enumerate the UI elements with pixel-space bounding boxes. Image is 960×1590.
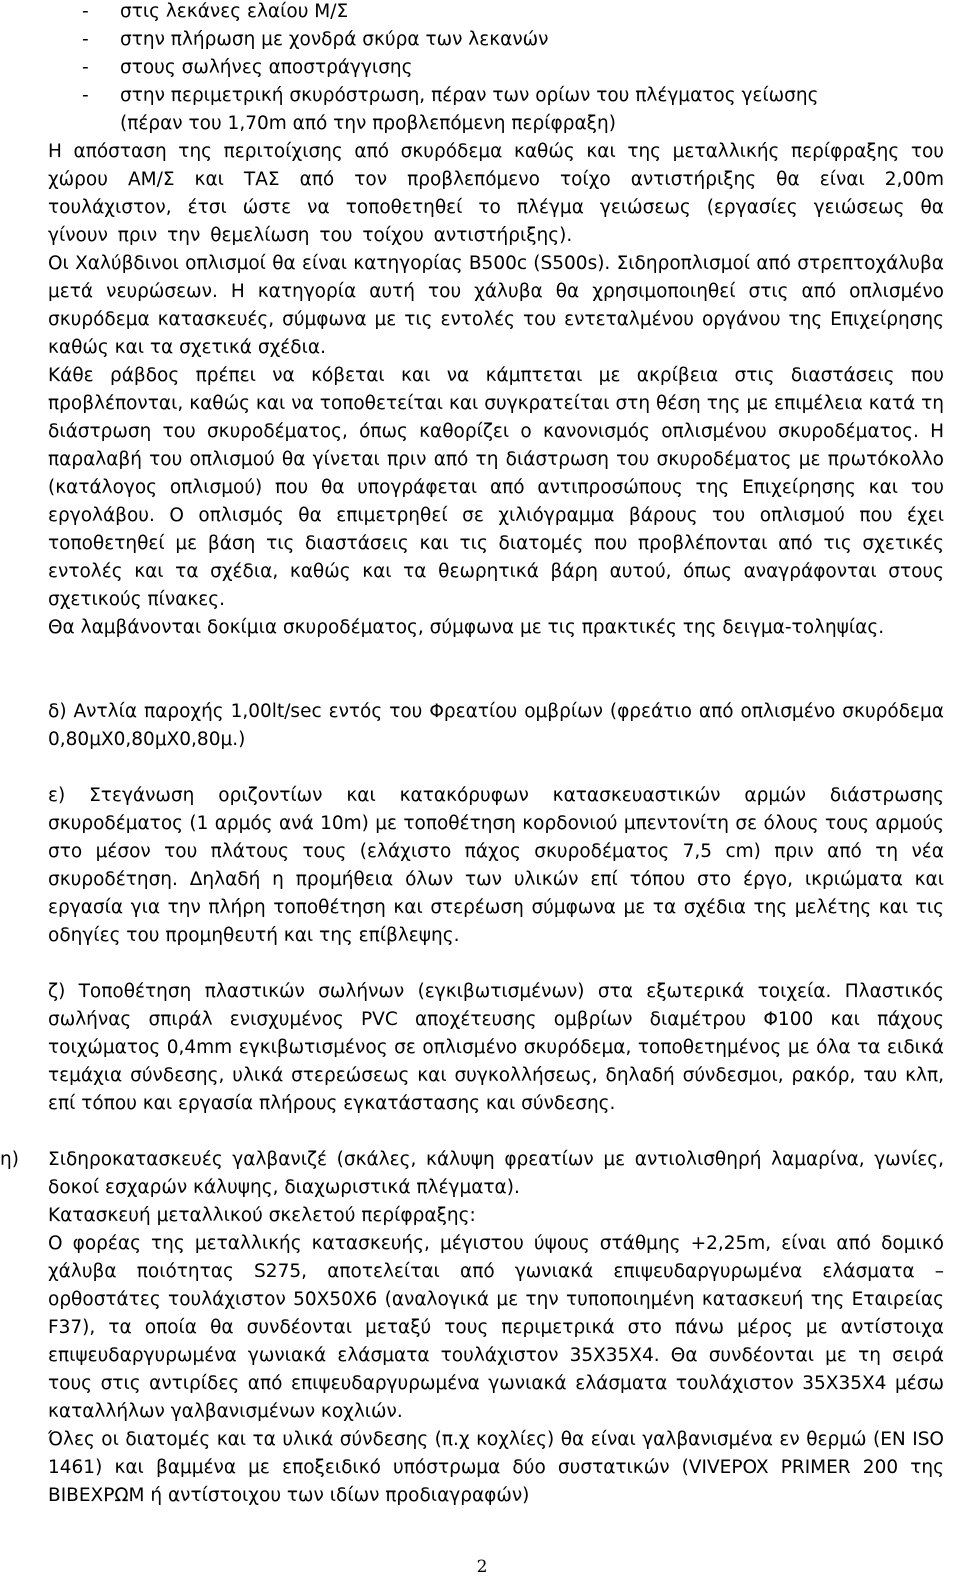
paragraph-samples: Θα λαμβάνονται δοκίμια σκυροδέματος, σύμφωνα με τις πρακτικές της δειγμα-τοληψίας. <box>48 617 885 638</box>
bullet-text: στην περιμετρική σκυρόστρωση, πέραν των ορίων του πλέγματος γείωσης <box>120 85 819 106</box>
item-d: δ) Αντλία παροχής 1,00lt/sec εντός του Φρεατίου ομβρίων (φρεάτιο από οπλισμένο σκυρόδεμα 0,80μΧ0,80μΧ0,80μ.) <box>48 701 944 750</box>
paragraph-steel-placement: Κάθε ράβδος πρέπει να κόβεται και να κάμπτεται με ακρίβεια στις διαστάσεις που προβλέπονται, καθώς και να τοποθετείται και συγκρατείται στη θέση της με επιμέλεια κατά τη διάστρωση του σκυροδέματος, όπως καθορίζει ο κανονισμός οπλισμένου σκυροδέματος. Η παραλαβή του οπλισμού θα γίνεται πριν από τη διάστρωση του σκυροδέματος με πρωτόκολλο (κατάλογος οπλισμού) που θα υπογράφεται από αντιπροσώπους της Επιχείρησης και του εργολάβου. Ο οπλισμός θα επιμετρηθεί σε χιλιόγραμμα βάρους του οπλισμού που έχει τοποθετηθεί με βάση τις διαστάσεις και τις διατομές που προβλέπονται από τις σχετικές εντολές και τα σχέδια, καθώς και τα θεωρητικά βάρη αυτού, όπως αναγράφονται στους σχετικούς πίνακες. <box>48 365 944 610</box>
bullet-dash: - <box>82 1 89 22</box>
bullet-text: στην πλήρωση με χονδρά σκύρα των λεκανών <box>120 29 549 50</box>
bullet-dash: - <box>82 85 89 106</box>
item-eta: Σιδηροκατασκευές γαλβανιζέ (σκάλες, κάλυψη φρεατίων με αντιολισθηρή λαμαρίνα, γωνίες, δοκοί εσχαρών κάλυψης, διαχωριστικά πλέγματα). <box>48 1149 944 1198</box>
paragraph-distance: Η απόσταση της περιτοίχισης από σκυρόδεμα καθώς και της μεταλλικής περίφραξης του χώρου ΑΜ/Σ και ΤΑΣ από τον προβλεπόμενο τοίχο αντιστήριξης θα είναι 2,00m τουλάχιστον, έτσι ώστε να τοποθετηθεί το πλέγμα γειώσεως (εργασίες γειώσεως θα γίνουν πριν την θεμελίωση του τοίχου αντιστήριξης). <box>48 141 944 246</box>
galvanization-paragraph: Όλες οι διατομές και τα υλικά σύνδεσης (π.χ κοχλίες) θα είναι γαλβανισμένα εν θερμώ (EN ISO 1461) και βαμμένα με εποξειδικό υπόστρωμα δύο συστατικών (VIVEPOX PRIMER 200 της ΒΙΒΕΧΡΩΜ ή αντίστοιχου των ιδίων προδιαγραφών) <box>48 1429 944 1506</box>
paragraph-steel-class: Οι Χαλύβδινοι οπλισμοί θα είναι κατηγορίας B500c (S500s). Σιδηροπλισμοί από στρεπτοχάλυβα μετά νευρώσεων. Η κατηγορία αυτή του χάλυβα θα χρησιμοποιηθεί στις από οπλισμένο σκυρόδεμα κατασκευές, σύμφωνα με τις εντολές του εντεταλμένου οργάνου της Επιχείρησης καθώς και τα σχετικά σχέδια. <box>48 253 944 358</box>
bullet-text: στους σωλήνες αποστράγγισης <box>120 57 413 78</box>
bullet-dash: - <box>82 29 89 50</box>
item-eta-marker: η) <box>0 1149 19 1170</box>
fence-heading: Κατασκευή μεταλλικού σκελετού περίφραξης: <box>48 1205 476 1226</box>
bullet-text: στις λεκάνες ελαίου Μ/Σ <box>120 1 349 22</box>
item-z: ζ) Τοποθέτηση πλαστικών σωλήνων (εγκιβωτισμένων) στα εξωτερικά τοιχεία. Πλαστικός σωλήνας σπιράλ ενισχυμένος PVC αποχέτευσης ομβρίων διαμέτρου Φ100 και πάχους τοιχώματος 0,4mm εγκιβωτισμένος σε οπλισμένο σκυρόδεμα, τοποθετημένος με όλα τα ειδικά τεμάχια σύνδεσης, υλικά στερεώσεως και συγκολλήσεως, δηλαδή σύνδεσμοι, ρακόρ, ταυ κλπ, επί τόπου και εργασία πλήρους εγκατάστασης και σύνδεσης. <box>48 981 944 1114</box>
item-e: ε) Στεγάνωση οριζοντίων και κατακόρυφων κατασκευαστικών αρμών διάστρωσης σκυροδέματος (1 αρμός ανά 10m) με τοποθέτηση κορδονιού μπεντονίτη σε όλους τους αρμούς στο μέσον του πλάτους τους (ελάχιστο πάχος σκυροδέματος 7,5 cm) πριν από τη νέα σκυροδέτηση. Δηλαδή η προμήθεια όλων των υλικών επί τόπου στο έργο, ικριώματα και εργασία για την πλήρη τοποθέτηση και στερέωση σύμφωνα με τα σχέδια της μελέτης και τις οδηγίες του προμηθευτή και της επίβλεψης. <box>48 785 944 946</box>
fence-paragraph: Ο φορέας της μεταλλικής κατασκευής, μέγιστου ύψους στάθμης +2,25m, είναι από δομικό χάλυβα ποιότητας S275, αποτελείται από γωνιακά επιψευδαργυρωμένα ελάσματα – ορθοστάτες τουλάχιστον 50Χ50Χ6 (αναλογικά με την τυποποιημένη κατασκευή της Εταιρείας F37), τα οποία θα συνδέονται μεταξύ τους περιμετρικά στο πάνω μέρος με αντίστοιχα επιψευδαργυρωμένα γωνιακά ελάσματα τουλάχιστον 35Χ35Χ4. Θα συνδέονται με τη σειρά τους στις αντιρίδες από επιψευδαργυρωμένα γωνιακά ελάσματα τουλάχιστον 35Χ35Χ4 μέσω καταλλήλων γαλβανισμένων κοχλιών. <box>48 1233 944 1422</box>
page-number: 2 <box>476 1557 488 1577</box>
bullet-continuation-text: (πέραν του 1,70m από την προβλεπόμενη περίφραξη) <box>120 113 616 134</box>
bullet-dash: - <box>82 57 89 78</box>
